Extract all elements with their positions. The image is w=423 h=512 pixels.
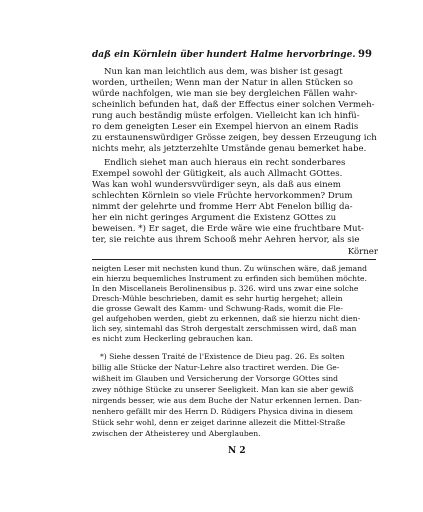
footnote-line: Stück sehr wohl, denn er zeiget darinne allezeit die Mittel-Straße — [92, 418, 346, 427]
text-line: Nun kan man leichtlich aus dem, was bisher ist gesagt — [104, 67, 343, 77]
text-line: zu erstaunenswürdiger Grösse zeigen, bey dessen Erzeugung ich — [92, 133, 377, 143]
text-line: rung auch beständig müste erfolgen. Vielleicht kan ich hinfü- — [92, 111, 360, 121]
footnote-line: zwey nöthige Stücke zu unserer Seeligkeit. Man kan sie aber gewiß — [92, 385, 354, 394]
footnote-line: lich sey, sintemahl das Stroh dergestalt zerschmissen wird, daß man — [92, 324, 357, 333]
footnote-line: ein hierzu bequemliches Instrument zu erfinden sich bemühen möchte. — [92, 274, 367, 283]
footnote-line: nenhero gefällt mir des Herrn D. Rüdigers Physica divina in diesem — [92, 407, 353, 416]
text-line: ter, sie reichte aus ihrem Schooß mehr Aehren hervor, als sie — [92, 235, 360, 245]
text-line: Endlich siehet man auch hieraus ein recht sonderbares — [104, 158, 346, 168]
page-number: 99 — [358, 49, 372, 60]
footnote-divider — [92, 259, 376, 260]
text-line: Was kan wohl wundersvvürdiger seyn, als daß aus einem — [92, 180, 341, 190]
footnote-line: *) Siehe dessen Traité de l'Existence de Dieu pag. 26. Es solten — [100, 352, 345, 361]
text-line: scheinlich befunden hat, daß der Effectus einer solchen Vermeh- — [92, 100, 375, 110]
footnote-line: Dresch-Mühle beschrieben, damit es sehr hurtig hergehet; allein — [92, 294, 343, 303]
text-line: nimmt der gelehrte und fromme Herr Abt Fenelon billig da- — [92, 202, 353, 212]
text-line: worden, urtheilen; Wenn man der Natur in allen Stücken so — [92, 78, 353, 88]
footnote-line: In den Miscellaneis Berolinensibus p. 326. wird uns zwar eine solche — [92, 284, 359, 293]
signature-mark: N 2 — [228, 446, 246, 456]
running-title: daß ein Körnlein über hundert Halme hervorbringe. — [92, 50, 356, 60]
text-line: beweisen. *) Er saget, die Erde wäre wie eine fruchtbare Mut- — [92, 224, 364, 234]
text-line: Exempel sowohl der Gütigkeit, als auch Allmacht GOttes. — [92, 169, 343, 179]
footnote-line: neigten Leser mit nechsten kund thun. Zu wünschen wäre, daß jemand — [92, 264, 367, 273]
footnote-line: es nicht zum Heckerling gebrauchen kan. — [92, 334, 253, 343]
catchword: Körner — [347, 247, 378, 257]
footnote-line: nirgends besser, wie aus dem Buche der Natur erkennen lernen. Dan- — [92, 396, 362, 405]
text-line: her ein nicht geringes Argument die Existenz GOttes zu — [92, 213, 337, 223]
footnote-line: zwischen der Atheisterey und Aberglauben. — [92, 429, 261, 438]
text-line: würde nachfolgen, wie man sie bey dergleichen Fällen wahr- — [92, 89, 358, 99]
text-line: ro dem geneigten Leser ein Exempel hiervon an einem Radis — [92, 122, 359, 132]
text-line: nichts mehr, als jetzterzehlte Umstände genau bemerket habe. — [92, 144, 367, 154]
footnote-line: wißheit im Glauben und Versicherung der Vorsorge GOttes sind — [92, 374, 339, 383]
footnote-line: gel aufgehoben werden, giebt zu erkennen, daß sie hierzu nicht dien- — [92, 314, 361, 323]
footnote-line: die grosse Gewalt des Kamm- und Schwung-Rads, womit die Fle- — [92, 304, 343, 313]
text-line: schlechten Körnlein so viele Früchte hervorkommen? Drum — [92, 191, 353, 201]
footnote-line: billig alle Stücke der Natur-Lehre also tractiret werden. Die Ge- — [92, 363, 340, 372]
